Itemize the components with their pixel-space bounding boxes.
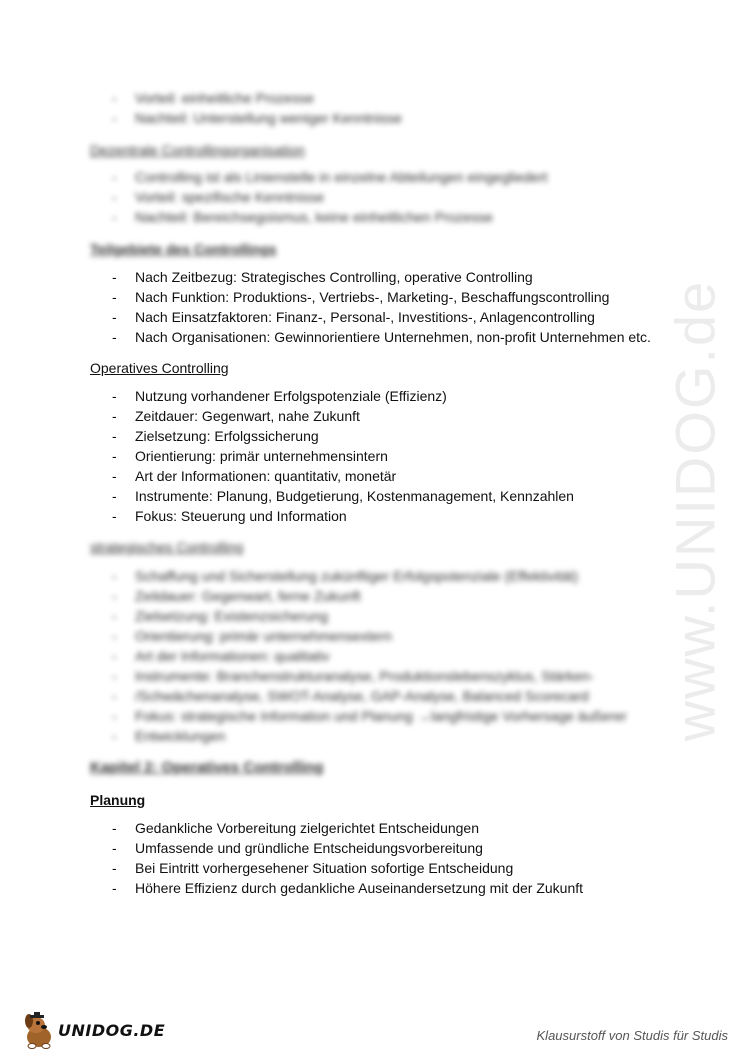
list-item: - Vorteil: einheitliche Prozesse	[90, 88, 690, 108]
list-item: - Orientierung: primär unternehmensintern	[90, 446, 690, 466]
section-heading: strategisches Controlling	[90, 539, 244, 555]
bullet-list	[90, 167, 690, 227]
section-heading: Dezentrale Controllingorganisation	[90, 142, 305, 158]
list-item: - Fokus: Steuerung und Information	[90, 506, 690, 526]
list-item: - Zeitdauer: Gegenwart, ferne Zukunft	[90, 586, 690, 606]
bullet-list	[90, 818, 690, 898]
list-item: - Umfassende und gründliche Entscheidungsvorbereitung	[90, 838, 690, 858]
bullet-list	[90, 88, 690, 128]
dog-mascot-icon	[22, 1011, 56, 1049]
list-item: - Gedankliche Vorbereitung zielgerichtet Entscheidungen	[90, 818, 690, 838]
unidog-logo	[22, 1010, 165, 1050]
footer-slogan: Klausurstoff von Studis für Studis	[536, 1028, 728, 1043]
list-item: - Fokus: strategische Information und Planung →langfristige Vorhersage äußerer	[90, 706, 690, 726]
list-item: - Entwicklungen	[90, 726, 690, 746]
logo-text: UNIDOG.DE	[58, 1020, 166, 1040]
chapter-heading: Kapitel 2: Operatives Controlling	[90, 759, 324, 776]
list-item: - Vorteil: spezifische Kenntnisse	[90, 187, 690, 207]
list-item: - Instrumente: Branchenstrukturanalyse, Produktionslebenszyklus, Stärken-	[90, 666, 690, 686]
list-item: - Bei Eintritt vorhergesehener Situation sofortige Entscheidung	[90, 858, 690, 878]
list-item: - Zielsetzung: Erfolgssicherung	[90, 426, 690, 446]
list-item: - Nach Zeitbezug: Strategisches Controlling, operative Controlling	[90, 267, 690, 287]
list-item: - Nach Funktion: Produktions-, Vertriebs-, Marketing-, Beschaffungscontrolling	[90, 287, 690, 307]
section-heading: Teilgebiete des Controllings	[90, 241, 277, 257]
list-item: - Art der Informationen: qualitativ	[90, 646, 690, 666]
section-heading: Operatives Controlling	[90, 360, 229, 376]
list-item: - Schaffung und Sicherstellung zukünftiger Erfolgspotenziale (Effektivität)	[90, 566, 690, 586]
list-item: - Controlling ist als Linienstelle in einzelne Abteilungen eingegliedert	[90, 167, 690, 187]
bullet-list	[90, 566, 690, 746]
section-heading: Planung	[90, 792, 146, 808]
list-item: - Zielsetzung: Existenzsicherung	[90, 606, 690, 626]
list-item: - Instrumente: Planung, Budgetierung, Kostenmanagement, Kennzahlen	[90, 486, 690, 506]
list-item: - Zeitdauer: Gegenwart, nahe Zukunft	[90, 406, 690, 426]
watermark-text: www.UNIDOG.de	[663, 279, 727, 741]
list-item: - Höhere Effizienz durch gedankliche Auseinandersetzung mit der Zukunft	[90, 878, 690, 898]
list-item: - Nutzung vorhandener Erfolgspotenziale (Effizienz)	[90, 386, 690, 406]
bullet-list	[90, 267, 690, 347]
list-item: - Art der Informationen: quantitativ, monetär	[90, 466, 690, 486]
list-item: - /Schwächenanalyse, SWOT-Analyse, GAP-Analyse, Balanced Scorecard	[90, 686, 690, 706]
bullet-list	[90, 386, 690, 526]
list-item: - Orientierung: primär unternehmensextern	[90, 626, 690, 646]
list-item: - Nach Einsatzfaktoren: Finanz-, Personal-, Investitions-, Anlagencontrolling	[90, 307, 690, 327]
list-item: - Nachteil: Unterstellung weniger Kenntnisse	[90, 108, 690, 128]
list-item: - Nachteil: Bereichsegoismus, keine einheitlichen Prozesse	[90, 207, 690, 227]
list-item: - Nach Organisationen: Gewinnorientiere Unternehmen, non-profit Unternehmen etc.	[90, 327, 690, 347]
